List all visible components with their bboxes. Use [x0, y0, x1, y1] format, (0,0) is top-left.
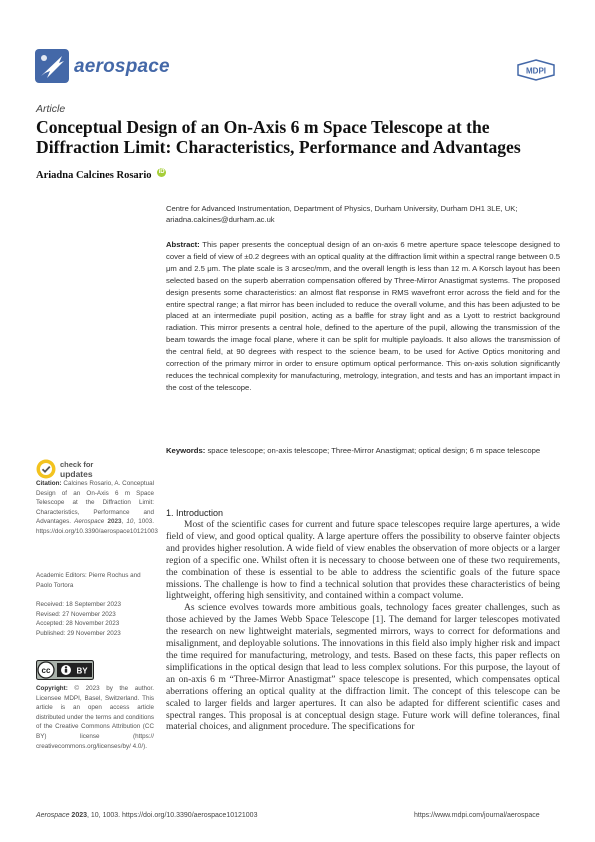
footer-doi[interactable]: , 10, 1003. https://doi.org/10.3390/aerospace10121003 [87, 812, 258, 819]
section-heading-introduction: 1. Introduction [166, 508, 224, 518]
introduction-body [166, 520, 560, 734]
affiliation [166, 203, 566, 225]
abstract [166, 239, 560, 394]
article-type: Article [36, 103, 66, 115]
copyright-label: Copyright: [36, 685, 68, 692]
article-dates [36, 600, 154, 638]
author-name: Ariadna Calcines Rosario [36, 170, 152, 181]
check-updates-line-2: updates [60, 468, 93, 479]
title-line-1: Conceptual Design of an On-Axis 6 m Space Telescope at the [36, 117, 490, 137]
title-line-2: Diffraction Limit: Characteristics, Performance and Advantages [36, 137, 521, 157]
abstract-label: Abstract: [166, 240, 200, 249]
intro-paragraph-1: Most of the scientific cases for current and future space telescopes require large apertures, a wide field of view, and good optical quality. A large aperture offers the possibility to observe fainter objects and provides higher resolution. A wide field of view enables the observation of more objects or a larger region of a specific one. Whilst often it is necessary to choose between one of these two requirements, the combination of these is essential to be able to address the scientific goals of the future space missions. The challenge is how to find a technical solution that provides these characteristics of being lightweight, offering high sensitivity, and contained within a compact volume. [166, 520, 560, 602]
paper-title [36, 117, 566, 157]
mdpi-logo-text: MDPI [526, 66, 546, 76]
keywords-label: Keywords: [166, 446, 206, 455]
footer-year: 2023 [71, 812, 87, 819]
date-accepted: Accepted: 28 November 2023 [36, 620, 120, 628]
mdpi-logo-icon [516, 59, 556, 81]
journal-name: aerospace [74, 56, 170, 77]
check-for-updates-button[interactable] [36, 459, 116, 481]
affiliation-line-1: Centre for Advanced Instrumentation, Department of Physics, Durham University, Durham DH1 3LE, UK; [166, 204, 518, 213]
copyright-notice [36, 684, 154, 751]
cc-by-license-icon[interactable] [36, 660, 94, 680]
check-updates-line-1: check for [60, 460, 94, 469]
footer-citation [36, 812, 257, 819]
footer-journal: Aerospace [36, 812, 70, 819]
date-revised: Revised: 27 November 2023 [36, 610, 116, 618]
orcid-icon[interactable] [157, 168, 166, 177]
affiliation-email[interactable]: ariadna.calcines@durham.ac.uk [166, 215, 275, 224]
cc-by-text: BY [76, 666, 88, 676]
citation-doi[interactable]: , 1003. https://doi.org/10.3390/aerospace10121003 [36, 518, 158, 535]
date-received: Received: 18 September 2023 [36, 601, 122, 608]
author [36, 168, 166, 181]
citation-volume: 10 [126, 518, 134, 526]
cc-badge-text: cc [41, 666, 51, 675]
keywords-text: space telescope; on-axis telescope; Three-Mirror Anastigmat; optical design; 6 m space telescope [207, 446, 541, 455]
copyright-text: © 2023 by the author. Licensee MDPI, Basel, Switzerland. This article is an open access article distributed under the terms and conditions of the Creative Commons Attribution (CC BY) license (https:// creativecommons.org/licenses/by/ 4.0/). [36, 685, 155, 750]
citation-year: 2023 [107, 518, 122, 526]
citation-journal: Aerospace [74, 518, 105, 526]
check-updates-icon [36, 459, 56, 479]
citation-label: Citation: [36, 480, 62, 487]
orcid-icon-text: iD [158, 169, 165, 175]
citation-text: Calcines Rosario, A. Conceptual Design of an On-Axis 6 m Space Telescope at the Diffraction Limit: Characteristics, Performance and Advantages. [36, 480, 155, 526]
date-published: Published: 29 November 2023 [36, 629, 121, 637]
footer-journal-url[interactable]: https://www.mdpi.com/journal/aerospace [414, 812, 540, 819]
keywords [166, 445, 560, 457]
abstract-text: This paper presents the conceptual design of an on-axis 6 metre aperture space telescope designed to cover a field of view of ±0.2 degrees with an optical quality at the diffraction limit within a spectral range between 0.5 μm and 2.5 μm. The plate scale is 3 arcsec/mm, and the overall length is less than 12 m. A Korsch layout has been selected based on the superb aberration compensation offered by Three-Mirror Anastigmat systems. The proposed design presents some characteristics: an almost flat response in RMS wavefront error across the field and for the entire spectral range; a flat mirror has been included to reduce the overall volume, and this has been adjusted to be placed at an intermediate pupil position, acting as a baffle for stray light and as a Lyott to restrict background radiation. This mirror presents a central hole, defined to the aperture of the pupil, allowing the transmission of the beam towards the image focal plane, where it can be split for multiple payloads. It also allows the transmission of the central field, at 90 degrees with respect to the science beam, to be used for Active Optics monitoring and correction of the primary mirror in order to ensure optimum optical performance. This on-axis solution significantly reduces the technical complexity for manufacturing, metrology, integration, and tests and has an important impact in the cost of the telescope. [166, 240, 560, 392]
citation: Citation: Calcines Rosario, A. Conceptual Design of an On-Axis 6 m Space Telescope at the Diffraction Limit: Characteristics, Performance and Advantages. Aerospace 2023, 10, 1003. https://doi.org/10.3390/aerospace10121003 [36, 480, 158, 535]
intro-paragraph-2: As science evolves towards more ambitious goals, technology faces greater challenges, such as those achieved by the James Webb Space Telescope [1]. The demand for larger telescopes motivated the research on new lightweight materials, segmented mirrors, ways to correct for deformations and misalignment, and deployable solutions. The innovations in this field also imply higher risk and impact the time required for manufacturing, metrology, and tests. Based on these facts, this paper reflects on simplifications in the optical design that lead to less complex solutions. For this purpose, the layout of an on-axis 6 m “Three-Mirror Anastigmat” space telescope is presented, which compensates optical aberrations offering an optical quality at the diffraction limit. The concept of this telescope can be scaled to larger fields and larger apertures. It can also be adapted for different scientific cases and spectral ranges. This proposal is at conceptual design stage. Future work will define tolerances, final material choices, and alignment procedure. The specifications for [166, 603, 560, 733]
academic-editors: Academic Editors: Pierre Rochus and Paolo Tortora [36, 572, 141, 589]
journal-logo-icon [35, 49, 69, 83]
